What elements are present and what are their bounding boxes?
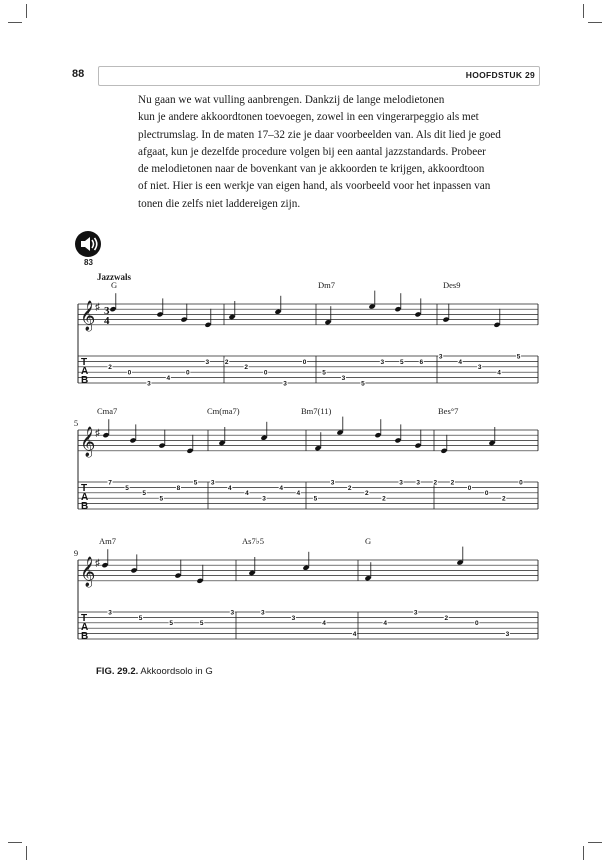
tab-fret-number: 0 xyxy=(519,479,523,487)
chord-symbol: Des9 xyxy=(443,280,461,290)
body-line: plectrumslag. In de maten 17–32 zie je daar voorbeelden van. Als dit lied je goed xyxy=(138,128,501,141)
tab-fret-number: 3 xyxy=(416,479,420,487)
tab-fret-number: 4 xyxy=(296,490,301,498)
tab-fret-number: 0 xyxy=(467,484,472,492)
tab-clef-letter: B xyxy=(81,375,89,386)
tab-fret-number: 0 xyxy=(475,620,479,628)
tab-fret-number: 4 xyxy=(245,490,249,498)
tab-fret-number: 3 xyxy=(262,495,266,503)
tab-fret-number: 2 xyxy=(444,614,449,622)
tab-fret-number: 5 xyxy=(361,380,365,388)
tab-fret-number: 3 xyxy=(283,380,287,388)
tab-fret-number: 2 xyxy=(347,484,352,492)
tab-clef-letter: A xyxy=(81,622,89,633)
chord-symbol: G xyxy=(111,280,118,290)
chord-symbol: G xyxy=(365,536,372,546)
tab-fret-number: 0 xyxy=(127,369,132,377)
tab-fret-number: 0 xyxy=(186,369,190,377)
tab-clef-letter: A xyxy=(81,366,89,377)
tab-fret-number: 5 xyxy=(516,353,521,361)
tab-fret-number: 3 xyxy=(108,609,112,617)
tab-fret-number: 3 xyxy=(230,609,235,617)
chord-symbol: Cma7 xyxy=(97,406,118,416)
chapter-title: HOOFDSTUK 29 xyxy=(465,70,535,80)
tab-fret-number: 5 xyxy=(193,479,198,487)
tab-fret-number: 3 xyxy=(399,479,403,487)
chord-symbol: Cm(ma7) xyxy=(207,406,240,416)
tab-clef-letter: T xyxy=(81,483,88,494)
tab-fret-number: 4 xyxy=(166,375,171,382)
audio-track-number: 83 xyxy=(84,258,93,267)
tab-fret-number: 5 xyxy=(125,484,129,492)
tab-fret-number: 2 xyxy=(450,479,455,487)
tab-fret-number: 2 xyxy=(108,364,112,372)
tab-fret-number: 3 xyxy=(413,609,418,617)
tab-fret-number: 0 xyxy=(263,369,268,377)
figure-label: FIG. 29.2. xyxy=(96,666,139,677)
tab-fret-number: 3 xyxy=(147,380,151,388)
chord-symbol: As7♭5 xyxy=(242,536,264,546)
tab-fret-number: 3 xyxy=(341,375,346,382)
tab-clef-letter: A xyxy=(81,492,89,503)
tab-fret-number: 4 xyxy=(228,484,232,492)
tab-fret-number: 3 xyxy=(438,353,443,361)
treble-clef-icon: 𝄞 xyxy=(80,557,96,587)
tab-fret-number: 2 xyxy=(364,490,369,498)
tab-fret-number: 5 xyxy=(400,358,404,366)
tab-fret-number: 4 xyxy=(497,369,501,377)
page-number: 88 xyxy=(72,68,85,80)
tab-fret-number: 5 xyxy=(142,490,147,498)
tab-fret-number: 4 xyxy=(458,358,462,366)
tab-clef-letter: B xyxy=(81,501,89,512)
body-line: afgaat, kun je dezelfde procedure volgen bij een aantal jazzstandards. Probeer xyxy=(138,145,486,158)
tab-fret-number: 4 xyxy=(279,484,284,492)
tab-fret-number: 4 xyxy=(322,620,326,628)
tab-fret-number: 3 xyxy=(210,479,215,487)
tempo-marking: Jazzwals xyxy=(97,272,131,282)
tab-fret-number: 4 xyxy=(383,620,387,628)
tab-fret-number: 3 xyxy=(380,358,385,366)
tab-fret-number: 4 xyxy=(352,631,357,638)
time-signature-top: 3 xyxy=(104,305,110,317)
figure-caption xyxy=(96,666,213,677)
tab-fret-number: 7 xyxy=(108,479,112,487)
tab-fret-number: 2 xyxy=(382,495,386,503)
tab-fret-number: 5 xyxy=(313,495,318,503)
key-signature-sharp-icon: ♯ xyxy=(95,302,100,313)
treble-clef-icon: 𝄞 xyxy=(80,427,96,457)
tab-fret-number: 2 xyxy=(244,364,248,372)
tab-fret-number: 0 xyxy=(484,490,489,498)
tab-clef-letter: B xyxy=(81,631,89,642)
tab-fret-number: 2 xyxy=(433,479,438,487)
treble-clef-icon: 𝄞 xyxy=(80,301,96,331)
tab-fret-number: 0 xyxy=(302,358,307,366)
tab-fret-number: 2 xyxy=(224,358,229,366)
body-line: Nu gaan we wat vulling aanbrengen. Dankzij de lange melodietonen xyxy=(138,94,445,106)
figure-text: Akkoordsolo in G xyxy=(140,666,213,677)
chord-symbol: Bm7(11) xyxy=(301,406,332,416)
chord-symbol: Am7 xyxy=(99,536,116,546)
tab-fret-number: 8 xyxy=(176,484,181,492)
tab-fret-number: 3 xyxy=(291,614,296,622)
key-signature-sharp-icon: ♯ xyxy=(95,558,100,569)
body-line: tonen die zelfs niet laddereigen zijn. xyxy=(138,197,301,210)
tab-fret-number: 2 xyxy=(501,495,506,503)
tab-fret-number: 5 xyxy=(159,495,164,503)
tab-clef-letter: T xyxy=(81,613,88,624)
tab-fret-number: 3 xyxy=(505,631,510,638)
tab-fret-number: 3 xyxy=(477,364,482,372)
tab-clef-letter: T xyxy=(81,357,88,368)
measure-number: 9 xyxy=(73,548,79,558)
body-line: of niet. Hier is een werkje van eigen hand, als voorbeeld voor het inpassen van xyxy=(138,180,491,193)
tab-fret-number: 3 xyxy=(330,479,335,487)
tab-fret-number: 5 xyxy=(138,614,143,622)
chord-symbol: Dm7 xyxy=(318,280,335,290)
chord-symbol: Bes°7 xyxy=(438,406,459,416)
tab-fret-number: 6 xyxy=(419,358,424,366)
tab-fret-number: 3 xyxy=(205,358,210,366)
tab-fret-number: 5 xyxy=(199,620,204,628)
tab-fret-number: 3 xyxy=(261,609,265,617)
time-signature-bottom: 4 xyxy=(104,315,110,327)
tab-fret-number: 5 xyxy=(322,369,326,377)
measure-number: 5 xyxy=(73,418,79,428)
key-signature-sharp-icon: ♯ xyxy=(95,428,100,439)
body-line: de melodietonen naar de bovenkant van je akkoorden te krijgen, akkoordtoon xyxy=(138,163,485,176)
tab-fret-number: 5 xyxy=(169,620,173,628)
body-line: kun je andere akkoordtonen toevoegen, zowel in een vingerarpeggio als met xyxy=(138,111,479,124)
